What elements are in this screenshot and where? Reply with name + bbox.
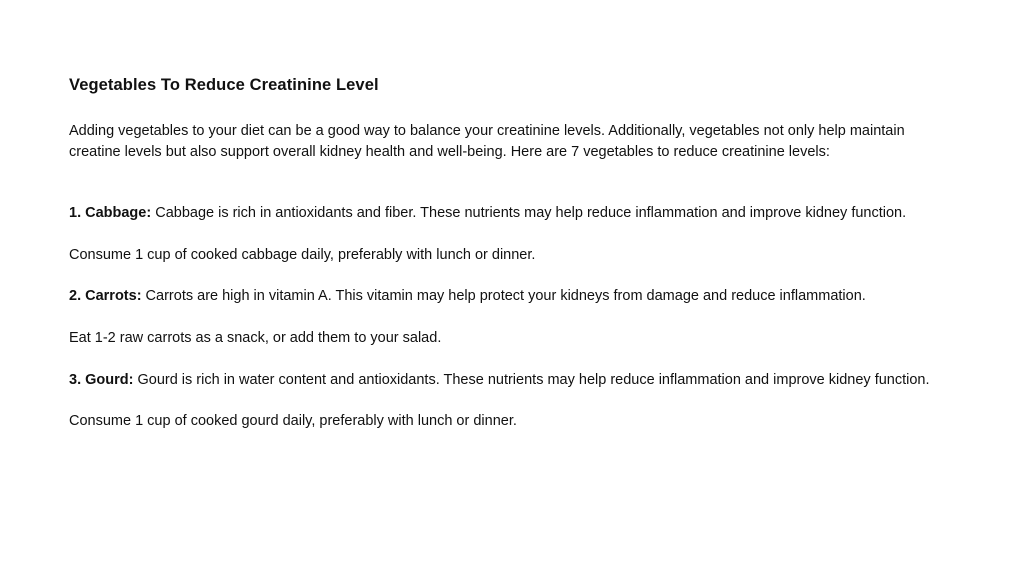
list-item-cabbage xyxy=(69,203,949,224)
item-text: Cabbage is rich in antioxidants and fiber. These nutrients may help reduce inflammation and improve kidney function. xyxy=(151,205,907,222)
list-item-carrots xyxy=(69,286,949,307)
item-label: 2. Carrots: xyxy=(69,288,142,305)
page-title: Vegetables To Reduce Creatinine Level xyxy=(69,76,379,94)
item-tip-cabbage: Consume 1 cup of cooked cabbage daily, preferably with lunch or dinner. xyxy=(69,246,536,263)
item-text: Gourd is rich in water content and antioxidants. These nutrients may help reduce inflammation and improve kidney function. xyxy=(133,371,930,388)
item-tip-gourd: Consume 1 cup of cooked gourd daily, preferably with lunch or dinner. xyxy=(69,413,517,430)
item-tip-carrots: Eat 1-2 raw carrots as a snack, or add them to your salad. xyxy=(69,329,442,346)
item-label: 3. Gourd: xyxy=(69,371,134,388)
item-text: Carrots are high in vitamin A. This vitamin may help protect your kidneys from damage and reduce inflammation. xyxy=(141,288,866,305)
slide-content xyxy=(69,74,949,453)
item-label: 1. Cabbage: xyxy=(69,205,152,222)
intro-paragraph: Adding vegetables to your diet can be a good way to balance your creatinine levels. Additionally, vegetables not only help maintain creatine levels but also support overall kidney health and well-being. Here are 7 vegetables to reduce creatinine levels: xyxy=(69,123,905,160)
list-item-gourd xyxy=(69,370,949,391)
